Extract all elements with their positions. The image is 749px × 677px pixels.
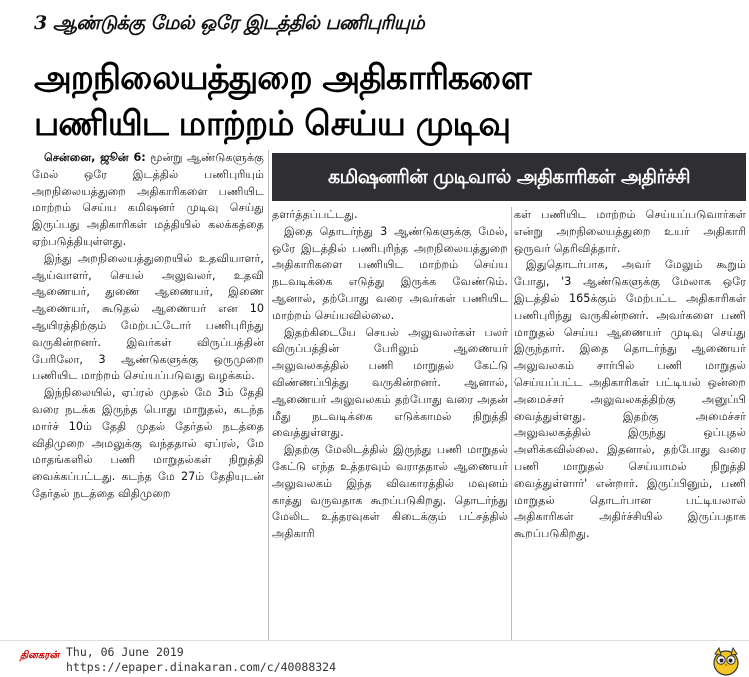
- paragraph: இதற்கிடையே செயல் அலுவலர்கள் பலர் விருப்பத்தின் பேரிலும் ஆணையர் அலுவலகத்தில் பணி மாறுதல் கேட்டு விண்ணப்பித்து வருகின்றனர். ஆனால், ஆணையர் அலுவலகம் தற்போது வரை அதன் மீது நடவடிக்கை எடுக்காமல் நிறுத்தி வைத்துள்ளது.: [272, 325, 508, 440]
- headline-line-2: பணியிட மாற்றம் செய்ய முடிவு: [34, 104, 511, 144]
- paragraph: இந்து அறநிலையத்துறையில் உதவியாளர், ஆய்வாளர், செயல் அலுவலர், உதவி ஆணையர், துணை ஆணையர், இணை ஆணையர், கூடுதல் ஆணையர் என 10 ஆயிரத்திற்கும் மேற்பட்டோர் பணிபுரிந்து வருகின்றனர். இவர்கள் விருப்பத்தின் பேரிலோ, 3 ஆண்டுகளுக்கு ஒருமுறை பணியிட மாற்றம் செய்யப்படுவது வழக்கம்.: [32, 251, 264, 383]
- dateline: சென்னை, ஜூன் 6:: [44, 151, 146, 164]
- paragraph: மூன்று ஆண்டுகளுக்கு மேல் ஒரே இடத்தில் பணிபுரியும் அறநிலையத்துறை அதிகாரிகளை பணியிட மாற்றம் செய்ய கமிஷனர் முடிவு செய்து இருப்பது அதிகாரிகள் மத்தியில் கலக்கத்தை ஏற்படுத்தியுள்ளது.: [32, 151, 264, 248]
- paragraph: இதுதொடர்பாக, அவர் மேலும் கூறும் போது, '3 ஆண்டுகளுக்கு மேலாக ஒரே இடத்தில் 165க்கும் மேற்பட்ட அதிகாரிகள் பணிபுரிந்து வருகின்றனர். அவர்களை பணி மாறுதல் செய்ய ஆணையர் முடிவு செய்து இருந்தார். இதை தொடர்ந்து ஆணையர் அலுவலகம் சார்பில் பணி மாறுதல் செய்யப்பட்ட அதிகாரிகள் பட்டியல் ஒன்றை அமைச்சர் அலுவலகத்திற்கு அனுப்பி வைத்துள்ளது. இதற்கு அமைச்சர் அலுவலகத்தில் இருந்து ஒப்புதல் அளிக்கவில்லை. இதனால், தற்போது வரை பணி மாறுதல் செய்யாமல் நிறுத்தி வைத்துள்ளார்' என்றார். இருப்பினும், பணி மாறுதல் தொடர்பான பட்டியலால் அதிகாரிகள் அதிர்ச்சியில் இருப்பதாக கூறப்படுகிறது.: [514, 258, 746, 541]
- column-divider: [268, 150, 269, 640]
- article-column-2: [272, 207, 508, 543]
- subheadline-banner: கமிஷனரின் முடிவால் அதிகாரிகள் அதிர்ச்சி: [272, 153, 746, 201]
- epaper-url-link[interactable]: https://epaper.dinakaran.com/c/40088324: [66, 660, 337, 674]
- paragraph: இதை தொடர்ந்து 3 ஆண்டுகளுக்கு மேல், ஒரே இடத்தில் பணிபுரிந்த அறநிலையத்துறை அதிகாரிகளை பணியிட மாற்றம் செய்ய நடவடிக்கை எடுத்து இருக்க வேண்டும். ஆனால், தற்போது வரை அவர்கள் பணியிட மாற்றம் செய்யவில்லை.: [272, 224, 508, 322]
- column-divider: [511, 207, 512, 640]
- publication-date: Thu, 06 June 2019: [66, 645, 184, 659]
- article-column-1: [32, 150, 264, 503]
- paragraph: கள் பணியிட மாற்றம் செய்யப்படுவார்கள் என்று அறநிலையத்துறை உயர் அதிகாரி ஒருவர் தெரிவித்தார்.: [514, 208, 746, 255]
- paragraph: தளர்த்தப்பட்டது.: [272, 208, 358, 221]
- kicker-headline: 3 ஆண்டுக்கு மேல் ஒரே இடத்தில் பணிபுரியும்: [34, 12, 425, 34]
- article-column-3: [514, 207, 746, 543]
- paragraph: இதற்கு மேலிடத்தில் இருந்து பணி மாறுதல் கேட்டு எந்த உத்தரவும் வராததால் ஆணையர் அலுவலகம் இந்த விவகாரத்தில் மவுனம் காத்து வருவதாக கூறப்படுகிறது. தொடர்ந்து மேலிட உத்தரவுகள் கிடைக்கும் பட்சத்தில் அதிகாரி: [272, 443, 508, 541]
- dinakaran-logo[interactable]: தினகரன்: [20, 650, 60, 661]
- paragraph: இந்நிலையில், ஏப்ரல் முதல் மே 3ம் தேதி வரை நடக்க இருந்த பொது மாறுதல், கடந்த மார்ச் 10ம் தேதி முதல் தேர்தல் நடத்தை விதிமுறை அமலுக்கு வந்ததால் ஏப்ரல், மே மாதங்களில் பணி மாறுதல்கள் நிறுத்தி வைக்கப்பட்டது. கடந்த மே 27ம் தேதியுடன் தேர்தல் நடத்தை விதிமுறை: [32, 386, 264, 500]
- headline-line-1: அறநிலையத்துறை அதிகாரிகளை: [34, 58, 531, 98]
- owl-icon: [711, 646, 741, 676]
- epaper-footer: [0, 640, 749, 677]
